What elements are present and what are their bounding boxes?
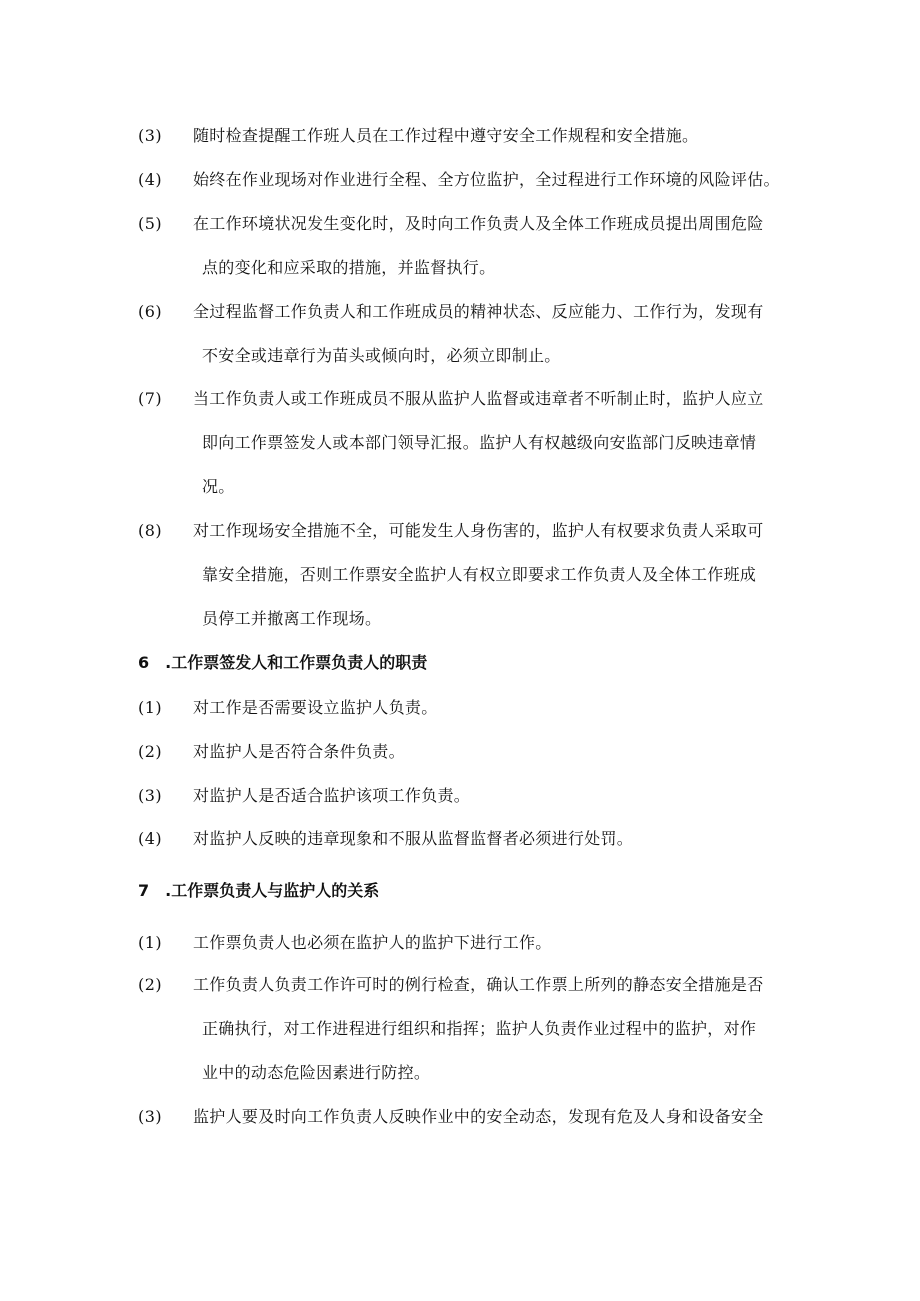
item-number: (2) (138, 742, 163, 761)
text-line: 当工作负责人或工作班成员不服从监护人监督或违章者不听制止时，监护人应立 (193, 389, 764, 408)
text-line: 不安全或违章行为苗头或倾向时，必须立即制止。 (202, 346, 561, 365)
item-number: (5) (138, 214, 163, 233)
item-text (193, 817, 785, 861)
text-line: 对监护人反映的违章现象和不服从监督监督者必须进行处罚。 (193, 829, 634, 848)
item-text (193, 686, 785, 730)
text-line: 对监护人是否适合监护该项工作负责。 (193, 786, 471, 805)
item-number: (7) (138, 389, 163, 408)
item-text (193, 158, 785, 202)
item-text (193, 921, 785, 965)
text-line: 况。 (202, 477, 235, 496)
item-text (193, 774, 785, 818)
item-number: (2) (138, 975, 163, 994)
text-line: 对工作是否需要设立监护人负责。 (193, 698, 438, 717)
text-line: 监护人要及时向工作负责人反映作业中的安全动态，发现有危及人身和设备安全 (193, 1107, 764, 1126)
item-text (193, 730, 785, 774)
item-number: (4) (138, 829, 163, 848)
item-text (193, 377, 785, 509)
text-line: 即向工作票签发人或本部门领导汇报。监护人有权越级向安监部门反映违章情 (202, 433, 757, 452)
item-text (193, 114, 785, 158)
text-line: 点的变化和应采取的措施，并监督执行。 (202, 258, 496, 277)
text-line: 在工作环境状况发生变化时，及时向工作负责人及全体工作班成员提出周围危险 (193, 214, 764, 233)
text-line: 正确执行，对工作进程进行组织和指挥；监护人负责作业过程中的监护，对作 (202, 1019, 757, 1038)
section-heading: 6 .工作票签发人和工作票负责人的职责 (138, 653, 428, 672)
item-number: (1) (138, 933, 163, 952)
item-number: (3) (138, 126, 163, 145)
text-line: 随时检查提醒工作班人员在工作过程中遵守安全工作规程和安全措施。 (193, 126, 699, 145)
text-line: 对监护人是否符合条件负责。 (193, 742, 405, 761)
item-number: (3) (138, 786, 163, 805)
text-line: 业中的动态危险因素进行防控。 (202, 1063, 431, 1082)
item-number: (1) (138, 698, 163, 717)
item-number: (3) (138, 1107, 163, 1126)
item-number: (8) (138, 521, 163, 540)
text-line: 工作票负责人也必须在监护人的监护下进行工作。 (193, 933, 552, 952)
item-text (193, 290, 785, 378)
section-heading: 7 .工作票负责人与监护人的关系 (138, 881, 380, 900)
text-line: 靠安全措施，否则工作票安全监护人有权立即要求工作负责人及全体工作班成 (202, 565, 757, 584)
item-text (193, 509, 785, 641)
item-text (193, 1095, 785, 1139)
text-line: 对工作现场安全措施不全，可能发生人身伤害的，监护人有权要求负责人采取可 (193, 521, 764, 540)
item-text (193, 202, 785, 290)
item-number: (6) (138, 302, 163, 321)
item-number: (4) (138, 170, 163, 189)
item-text (193, 963, 785, 1095)
text-line: 员停工并撤离工作现场。 (202, 609, 382, 628)
text-line: 工作负责人负责工作许可时的例行检查，确认工作票上所列的静态安全措施是否 (193, 975, 764, 994)
text-line: 始终在作业现场对作业进行全程、全方位监护，全过程进行工作环境的风险评估。 (193, 170, 780, 189)
text-line: 全过程监督工作负责人和工作班成员的精神状态、反应能力、工作行为，发现有 (193, 302, 764, 321)
